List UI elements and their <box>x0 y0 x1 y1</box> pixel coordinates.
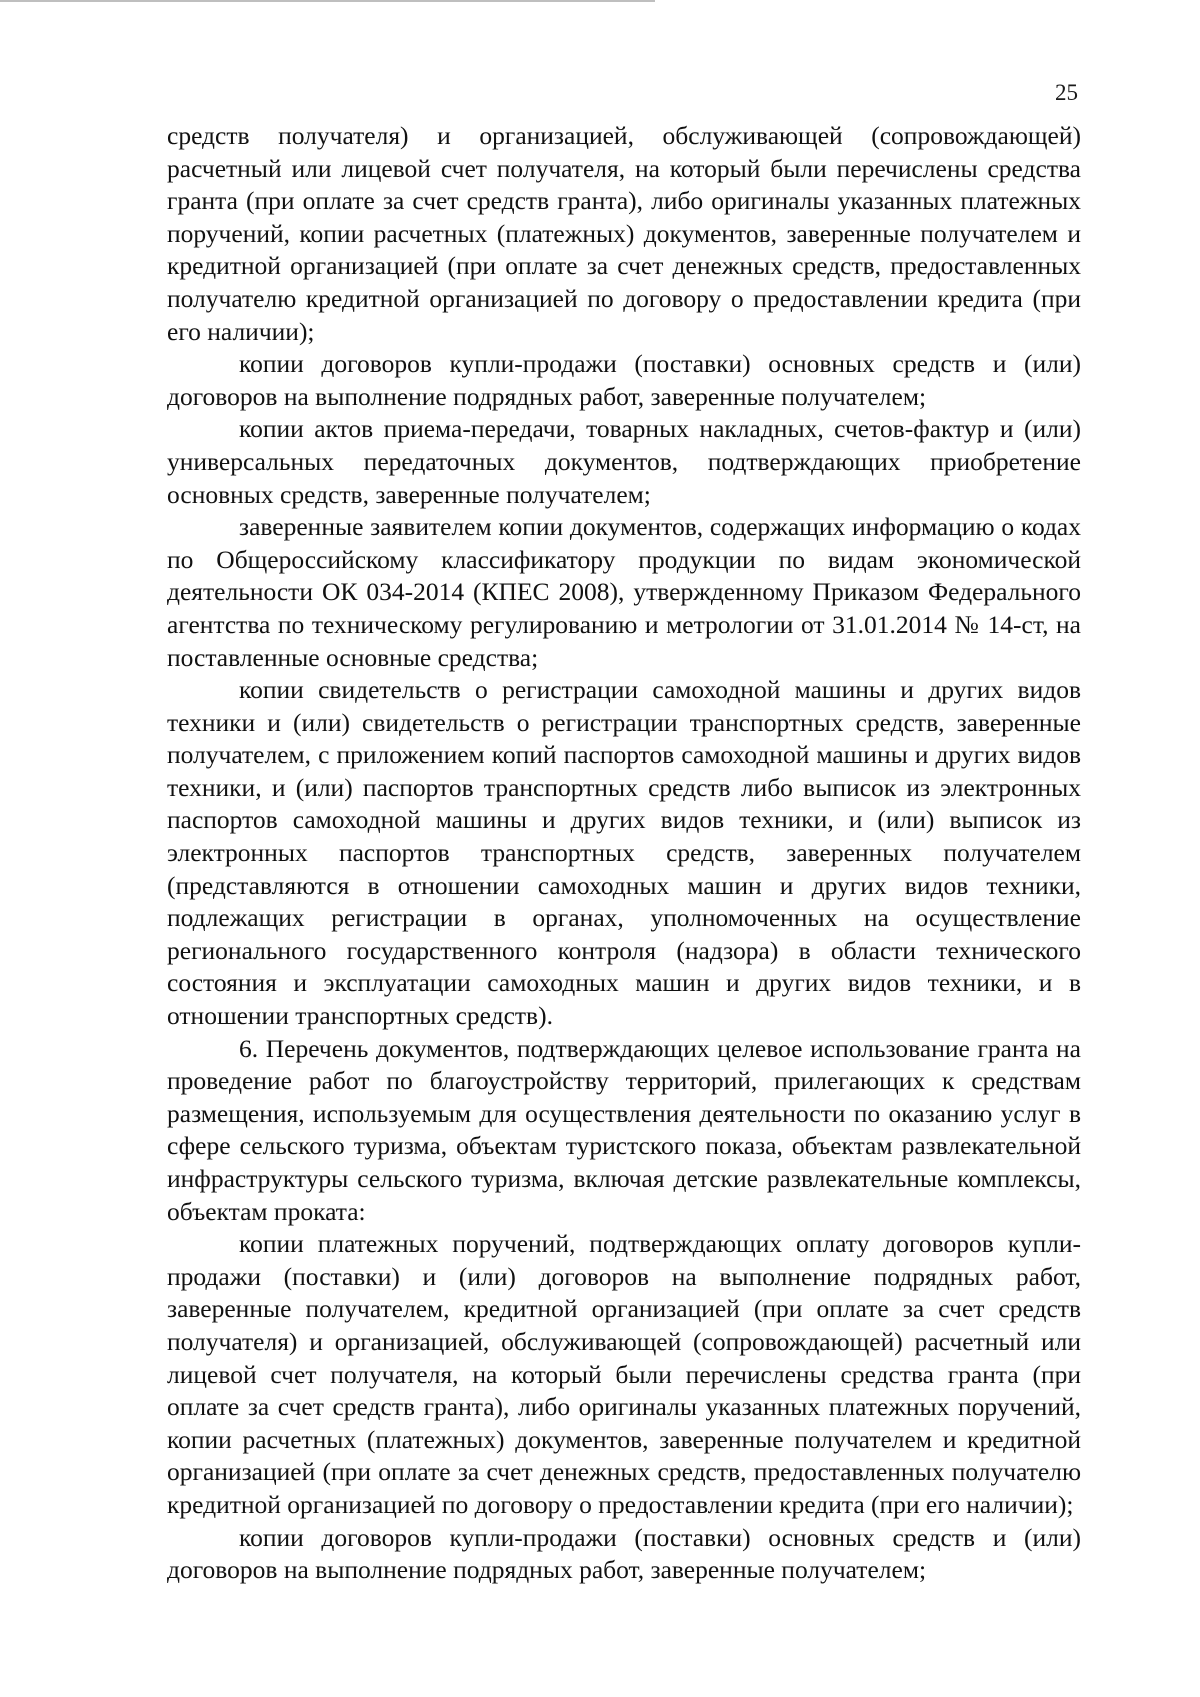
paragraph-continued: средств получателя) и организацией, обслуживающей (сопровождающей) расчетный или лицевой счет получателя, на который были перечислены средства гранта (при оплате за счет средств гранта), либо оригиналы указанных платежных поручений, копии расчетных (платежных) документов, заверенные получателем и кредитной организацией (при оплате за счет денежных средств, предоставленных получателю кредитной организацией по договору о предоставлении кредита (при его наличии); <box>167 121 1081 346</box>
paragraph-registration-certificates: копии свидетельств о регистрации самоходной машины и других видов техники и (или) свидетельств о регистрации транспортных средств, заверенные получателем, с приложением копий паспортов самоходной машины и других видов техники, и (или) паспортов транспортных средств либо выписок из электронных паспортов самоходной машины и других видов техники, и (или) выписок из электронных паспортов транспортных средств, заверенных получателем (представляются в отношении самоходных машин и других видов техники, подлежащих регистрации в органах, уполномоченных на осуществление регионального государственного контроля (надзора) в области технического состояния и эксплуатации самоходных машин и других видов техники, и в отношении транспортных средств). <box>167 675 1081 1031</box>
paragraph-item-6: 6. Перечень документов, подтверждающих целевое использование гранта на проведение работ по благоустройству территорий, прилегающих к средствам размещения, используемым для осуществления деятельности по оказанию услуг в сфере сельского туризма, объектам туристского показа, объектам развлекательной инфраструктуры сельского туризма, включая детские развлекательные комплексы, объектам проката: <box>167 1033 1081 1226</box>
scan-edge-line <box>0 0 655 2</box>
paragraph-classifier-codes: заверенные заявителем копии документов, содержащих информацию о кодах по Общероссийскому классификатору продукции по видам экономической деятельности ОК 034-2014 (КПЕС 2008), утвержденному Приказом Федерального агентства по техническому регулированию и метрологии от 31.01.2014 № 14-ст, на поставленные основные средства; <box>167 512 1081 672</box>
paragraph-payment-orders: копии платежных поручений, подтверждающих оплату договоров купли-продажи (поставки) и (или) договоров на выполнение подрядных работ, заверенные получателем, кредитной организацией (при оплате за счет средств получателя) и организацией, обслуживающей (сопровождающей) расчетный или лицевой счет получателя, на который были перечислены средства гранта (при оплате за счет средств гранта), либо оригиналы указанных платежных поручений, копии расчетных (платежных) документов, заверенные получателем и кредитной организацией (при оплате за счет денежных средств, предоставленных получателю кредитной организацией по договору о предоставлении кредита (при его наличии); <box>167 1229 1081 1519</box>
paragraph-acceptance-acts: копии актов приема-передачи, товарных накладных, счетов-фактур и (или) универсальных передаточных документов, подтверждающих приобретение основных средств, заверенные получателем; <box>167 414 1081 509</box>
paragraph-contract-copies: копии договоров купли-продажи (поставки) основных средств и (или) договоров на выполнение подрядных работ, заверенные получателем; <box>167 349 1081 411</box>
document-body <box>167 120 1081 1587</box>
page-number: 25 <box>1055 80 1078 105</box>
paragraph-contract-copies-2: копии договоров купли-продажи (поставки) основных средств и (или) договоров на выполнение подрядных работ, заверенные получателем; <box>167 1522 1081 1585</box>
